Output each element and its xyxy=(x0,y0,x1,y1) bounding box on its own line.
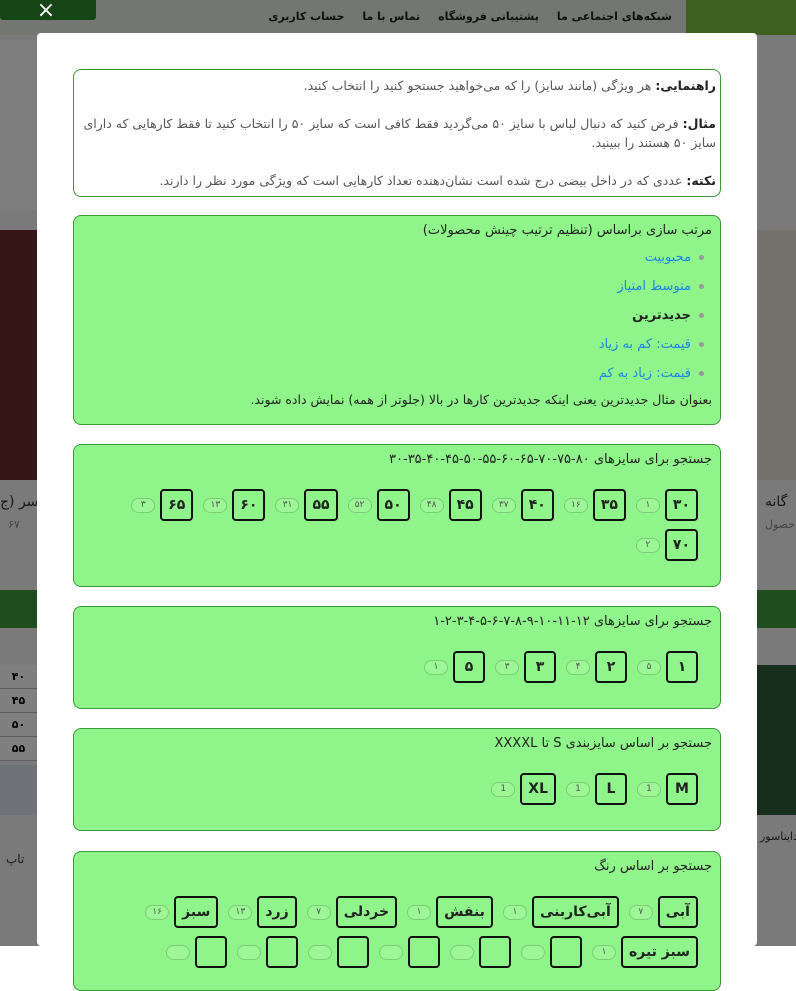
filter-chip[interactable] xyxy=(275,489,337,521)
filter-chip-label[interactable]: ۳۰ xyxy=(665,489,698,521)
filter-chip[interactable] xyxy=(420,489,482,521)
filter-chip[interactable] xyxy=(566,651,627,683)
filter-chip[interactable] xyxy=(237,936,298,968)
sort-item xyxy=(82,301,704,330)
filter-chip-count xyxy=(237,945,261,960)
sort-option-price-asc[interactable]: قیمت: کم به زیاد xyxy=(598,337,691,352)
filter-chip-count: ۳ xyxy=(131,498,155,513)
filter-chip[interactable] xyxy=(492,489,554,521)
filter-chip[interactable] xyxy=(145,896,218,928)
filter-chip-label[interactable]: ۲ xyxy=(595,651,627,683)
sort-option-popularity[interactable]: محبوبیت xyxy=(644,250,691,265)
filter-chip-count: 1 xyxy=(491,782,515,797)
sort-note: بعنوان مثال جدیدترین یعنی اینکه جدیدترین کارها در بالا (جلوتر از همه) نمایش داده شوند. xyxy=(250,392,712,407)
example-text: فرض کنید که دنبال لباس با سایز ۵۰ می‌گردید فقط کافی است که سایز ۵۰ را انتخاب کنید تا فقط کارهایی که دارای سایز ۵۰ هستند را ببینید. xyxy=(83,116,716,150)
size-numeric-panel xyxy=(73,444,721,587)
hint-label: راهنمایی: xyxy=(655,78,716,93)
sort-option-newest: جدیدترین xyxy=(632,308,691,323)
filter-chip[interactable] xyxy=(203,489,265,521)
filter-chip[interactable] xyxy=(491,773,556,805)
filter-chip-count: ۱۳ xyxy=(228,905,252,920)
guide-box xyxy=(73,69,721,197)
color-chips xyxy=(82,896,712,968)
filter-chip-count: ۵۲ xyxy=(348,498,372,513)
filter-chip[interactable] xyxy=(636,489,698,521)
filter-chip-label[interactable] xyxy=(337,936,369,968)
filter-chip[interactable] xyxy=(131,489,193,521)
sort-list xyxy=(82,243,712,388)
filter-chip-count: ۷ xyxy=(307,905,331,920)
filter-chip[interactable] xyxy=(566,773,627,805)
hint-line xyxy=(82,76,716,95)
filter-chip-label[interactable]: ۵۰ xyxy=(377,489,410,521)
filter-chip-count: ۳۱ xyxy=(275,498,299,513)
filter-chip-count: ۱۶ xyxy=(564,498,588,513)
filter-chip[interactable] xyxy=(228,896,296,928)
filter-chip-count: 1 xyxy=(566,782,590,797)
filter-chip[interactable] xyxy=(592,936,698,968)
size-numeric-chips xyxy=(82,489,712,561)
size-kid-panel xyxy=(73,606,721,709)
filter-chip-label[interactable]: XL xyxy=(520,773,556,805)
filter-chip-count: ۱ xyxy=(424,660,448,675)
filter-chip[interactable] xyxy=(637,773,698,805)
filter-chip-count: ۳ xyxy=(495,660,519,675)
filter-chip[interactable] xyxy=(424,651,485,683)
color-title: جستجو بر اساس رنگ xyxy=(594,859,712,874)
filter-chip-label[interactable]: آبی‌کاربنی xyxy=(532,896,619,928)
filter-chip-count xyxy=(166,945,190,960)
filter-chip-label[interactable] xyxy=(479,936,511,968)
filter-chip-label[interactable]: ۶۵ xyxy=(160,489,193,521)
filter-chip[interactable] xyxy=(629,896,698,928)
sort-panel xyxy=(73,215,721,425)
size-letter-chips xyxy=(82,773,712,805)
filter-chip-count: ۷ xyxy=(629,905,653,920)
filter-chip-count: ۵ xyxy=(637,660,661,675)
filter-chip[interactable] xyxy=(166,936,227,968)
filter-chip-count: 1 xyxy=(637,782,661,797)
filter-chip[interactable] xyxy=(495,651,556,683)
filter-chip-label[interactable] xyxy=(550,936,582,968)
filter-chip-label[interactable] xyxy=(408,936,440,968)
close-icon[interactable]: × xyxy=(36,0,56,23)
filter-chip[interactable] xyxy=(348,489,410,521)
note-line xyxy=(82,171,716,190)
filter-chip[interactable] xyxy=(450,936,511,968)
filter-chip[interactable] xyxy=(503,896,619,928)
filter-chip-count xyxy=(379,945,403,960)
sort-item xyxy=(82,243,704,272)
filter-chip-count xyxy=(308,945,332,960)
filter-chip-label[interactable]: آبی xyxy=(658,896,698,928)
filter-chip-count xyxy=(521,945,545,960)
filter-chip[interactable] xyxy=(564,489,626,521)
sort-option-rating[interactable]: متوسط امتیاز xyxy=(617,279,691,294)
filter-chip-count: ۱ xyxy=(407,905,431,920)
size-kid-title: جستجو برای سایزهای ۱۲-۱۱-۱۰-۹-۸-۷-۶-۵-۴-۳-۲-۱ xyxy=(433,614,712,629)
filter-chip-count: ۳۷ xyxy=(492,498,516,513)
filter-chip-count: ۱ xyxy=(636,498,660,513)
note-text: عددی که در داخل بیضی درج شده است نشان‌دهنده تعداد کارهایی است که ویژگی مورد نظر را دارند. xyxy=(159,173,683,188)
filter-chip[interactable] xyxy=(636,529,698,561)
filter-chip-label[interactable]: M xyxy=(666,773,698,805)
filter-chip-label[interactable]: ۴۰ xyxy=(521,489,554,521)
filter-chip-label[interactable]: سبز xyxy=(174,896,218,928)
size-letter-panel xyxy=(73,728,721,831)
filter-chip-label[interactable] xyxy=(266,936,298,968)
sort-title: مرتب سازی براساس (تنظیم ترتیب چینش محصولات) xyxy=(422,223,712,238)
filter-chip-label[interactable]: ۶۰ xyxy=(232,489,265,521)
filter-chip[interactable] xyxy=(407,896,493,928)
filter-chip-label[interactable]: بنفش xyxy=(436,896,493,928)
filter-chip-label[interactable]: ۱ xyxy=(666,651,698,683)
filter-chip-count: ۱۶ xyxy=(145,905,169,920)
filter-chip-count xyxy=(450,945,474,960)
filter-chip-label[interactable]: ۵ xyxy=(453,651,485,683)
filter-chip-count: ۴۸ xyxy=(420,498,444,513)
filter-chip-count: ۲ xyxy=(636,538,660,553)
filter-chip[interactable] xyxy=(308,936,369,968)
filter-chip-label[interactable]: ۷۰ xyxy=(665,529,698,561)
filter-chip-count: ۱ xyxy=(592,945,616,960)
filter-chip[interactable] xyxy=(307,896,397,928)
filter-chip[interactable] xyxy=(379,936,440,968)
filter-chip-label[interactable]: ۳ xyxy=(524,651,556,683)
filter-chip-label[interactable]: ۴۵ xyxy=(449,489,482,521)
sort-item xyxy=(82,330,704,359)
filter-chip-label[interactable]: ۳۵ xyxy=(593,489,626,521)
example-line xyxy=(82,114,716,152)
filter-chip-label[interactable]: ۵۵ xyxy=(304,489,337,521)
filter-chip[interactable] xyxy=(637,651,698,683)
filter-chip-label[interactable]: سبز تیره xyxy=(621,936,698,968)
filter-chip[interactable] xyxy=(521,936,582,968)
example-label: مثال: xyxy=(682,116,716,131)
filter-chip-count: ۱ xyxy=(503,905,527,920)
size-numeric-title: جستجو برای سایزهای ۸۰-۷۵-۷۰-۶۵-۶۰-۵۵-۵۰-۴۵-۴۰-۳۵-۳۰ xyxy=(389,452,712,467)
note-label: نکته: xyxy=(686,173,716,188)
color-panel xyxy=(73,851,721,991)
size-kid-chips xyxy=(82,651,712,683)
filter-chip-label[interactable]: خردلی xyxy=(336,896,397,928)
filter-chip-label[interactable]: زرد xyxy=(257,896,296,928)
filter-chip-count: ۱۳ xyxy=(203,498,227,513)
size-letter-title: جستجو بر اساس سایزبندی S تا XXXXL xyxy=(494,736,712,751)
hint-text: هر ویژگی (مانند سایز) را که می‌خواهید جستجو کنید را انتخاب کنید. xyxy=(303,78,652,93)
filter-chip-label[interactable]: L xyxy=(595,773,627,805)
filter-chip-count: ۴ xyxy=(566,660,590,675)
sort-item xyxy=(82,272,704,301)
filter-chip-label[interactable] xyxy=(195,936,227,968)
sort-option-price-desc[interactable]: قیمت: زیاد به کم xyxy=(598,366,691,381)
filter-modal xyxy=(37,33,757,960)
sort-item xyxy=(82,359,704,388)
